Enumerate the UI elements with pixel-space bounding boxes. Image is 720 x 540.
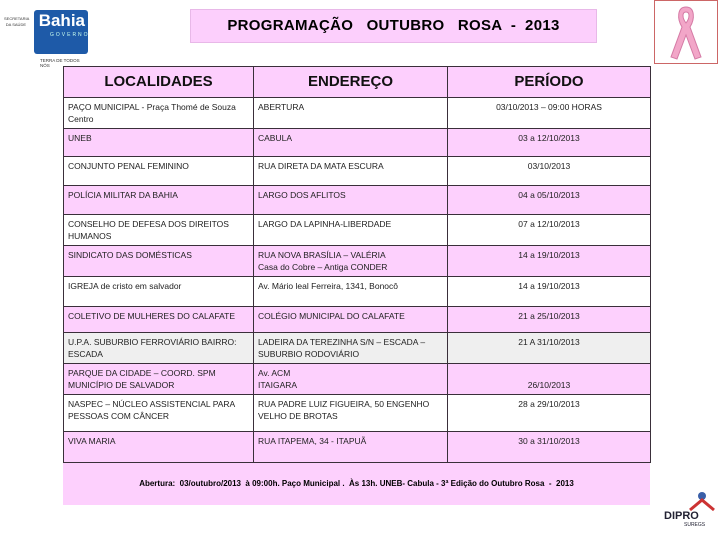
dipro-logo (664, 490, 714, 530)
cell-localidade: PARQUE DA CIDADE – COORD. SPM MUNICÍPIO DE SALVADOR (64, 364, 254, 395)
cell-endereco: RUA DIRETA DA MATA ESCURA (254, 157, 448, 186)
table-header-row (64, 67, 651, 98)
table-row (64, 129, 651, 157)
cell-localidade: UNEB (64, 129, 254, 157)
cell-endereco: LARGO DA LAPINHA-LIBERDADE (254, 215, 448, 246)
cell-endereco: CABULA (254, 129, 448, 157)
table-row (64, 157, 651, 186)
logo-bahia-mark: Bahia (34, 10, 88, 54)
table-row (64, 98, 651, 129)
footer-note: Abertura: 03/outubro/2013 à 09:00h. Paço Municipal . Às 13h. UNEB- Cabula - 3ª Edição do Outubro Rosa - 2013 (63, 463, 650, 505)
header-localidades: LOCALIDADES (64, 67, 254, 98)
cell-periodo: 03/10/2013 – 09:00 HORAS (448, 98, 651, 129)
schedule-table (63, 66, 651, 463)
cell-endereco: LARGO DOS AFLITOS (254, 186, 448, 215)
cell-endereco: LADEIRA DA TEREZINHA S/N – ESCADA – SUBURBIO RODOVIÁRIO (254, 333, 448, 364)
page-title: PROGRAMAÇÃO OUTUBRO ROSA - 2013 (190, 9, 597, 43)
cell-localidade: SINDICATO DAS DOMÉSTICAS (64, 246, 254, 277)
cell-endereco: ABERTURA (254, 98, 448, 129)
logo-governo-text: GOVERNO (50, 32, 90, 38)
cell-endereco: RUA ITAPEMA, 34 - ITAPUÃ (254, 432, 448, 463)
table-row (64, 246, 651, 277)
cell-periodo: 28 a 29/10/2013 (448, 395, 651, 432)
cell-endereco: Av. ACM ITAIGARA (254, 364, 448, 395)
cell-localidade: CONSELHO DE DEFESA DOS DIREITOS HUMANOS (64, 215, 254, 246)
cell-periodo: 04 a 05/10/2013 (448, 186, 651, 215)
header-periodo: PERÍODO (448, 67, 651, 98)
cell-localidade: PAÇO MUNICIPAL - Praça Thomé de Souza Centro (64, 98, 254, 129)
cell-localidade: NASPEC – NÚCLEO ASSISTENCIAL PARA PESSOAS COM CÂNCER (64, 395, 254, 432)
table-row (64, 364, 651, 395)
dipro-name: DIPRO (664, 510, 699, 522)
bahia-government-logo (4, 6, 90, 68)
cell-periodo: 14 a 19/10/2013 (448, 277, 651, 307)
cell-periodo: 14 a 19/10/2013 (448, 246, 651, 277)
cell-localidade: CONJUNTO PENAL FEMININO (64, 157, 254, 186)
cell-endereco: COLÉGIO MUNICIPAL DO CALAFATE (254, 307, 448, 333)
table-row (64, 395, 651, 432)
cell-periodo: 07 a 12/10/2013 (448, 215, 651, 246)
cell-localidade: POLÍCIA MILITAR DA BAHIA (64, 186, 254, 215)
table-row (64, 186, 651, 215)
logo-tagline: TERRA DE TODOS NÓS (40, 58, 80, 68)
cell-periodo: 21 a 25/10/2013 (448, 307, 651, 333)
table-row (64, 277, 651, 307)
cell-localidade: COLETIVO DE MULHERES DO CALAFATE (64, 307, 254, 333)
cell-periodo: 03 a 12/10/2013 (448, 129, 651, 157)
header-endereco: ENDEREÇO (254, 67, 448, 98)
cell-localidade: U.P.A. SUBURBIO FERROVIÁRIO BAIRRO: ESCADA (64, 333, 254, 364)
pink-ribbon-icon (654, 0, 718, 64)
cell-endereco: RUA PADRE LUIZ FIGUEIRA, 50 ENGENHO VELHO DE BROTAS (254, 395, 448, 432)
table-row (64, 432, 651, 463)
table-row (64, 333, 651, 364)
cell-localidade: VIVA MARIA (64, 432, 254, 463)
cell-periodo: 30 a 31/10/2013 (448, 432, 651, 463)
cell-endereco: Av. Mário leal Ferreira, 1341, Bonocô (254, 277, 448, 307)
cell-localidade: IGREJA de cristo em salvador (64, 277, 254, 307)
logo-secretaria-text: SECRETARIA DA SAÚDE (4, 16, 30, 27)
cell-periodo: 26/10/2013 (448, 364, 651, 395)
cell-periodo: 21 A 31/10/2013 (448, 333, 651, 364)
dipro-sub: SUREGS (684, 522, 706, 528)
table-row (64, 215, 651, 246)
table-row (64, 307, 651, 333)
cell-periodo: 03/10/2013 (448, 157, 651, 186)
cell-endereco: RUA NOVA BRASÍLIA – VALÉRIA Casa do Cobre – Antiga CONDER (254, 246, 448, 277)
